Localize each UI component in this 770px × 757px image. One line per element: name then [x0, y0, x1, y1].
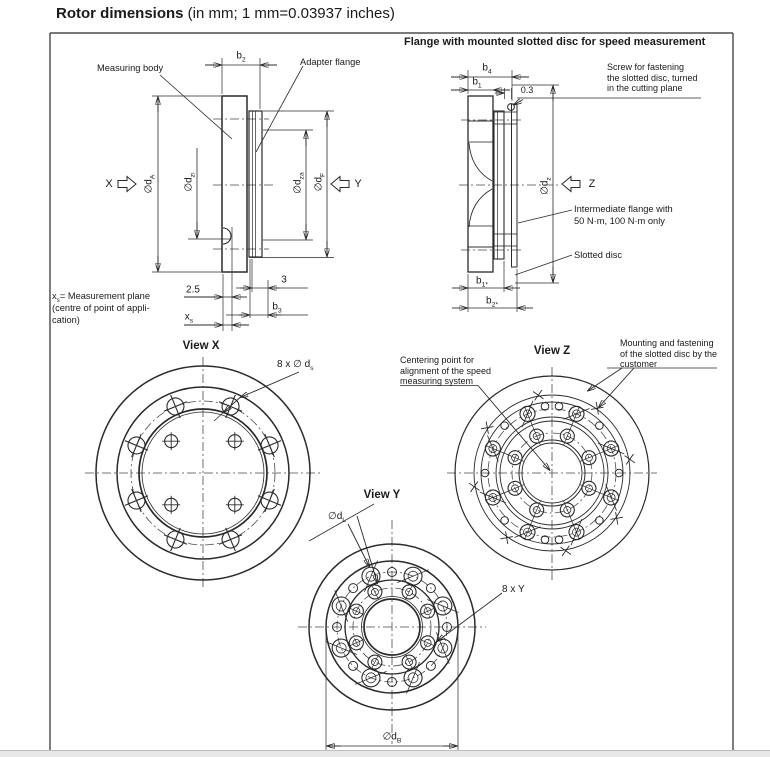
view-y-drawing	[298, 504, 502, 750]
dim-b2-label: $b_2$	[236, 50, 246, 64]
page-title-units: (in mm; 1 mm=0.03937 inches)	[183, 5, 395, 22]
measuring-body-label: Measuring body	[97, 63, 164, 73]
cross-section-drawing	[118, 58, 349, 331]
view-z-title: View Z	[533, 345, 571, 357]
view-y-direction-arrow-icon	[331, 177, 349, 192]
dim-b3-label: $b_3$	[272, 301, 282, 315]
view-x-letter: X	[105, 178, 113, 190]
dim-df-label: $\emptyset d_F$	[313, 172, 326, 192]
dim-3-label: 3	[281, 274, 287, 286]
intermediate-flange-note-line1: Intermediate flange with	[574, 204, 673, 214]
page-bottom-divider	[0, 750, 770, 757]
dim-db-label: $\emptyset d_B$	[382, 731, 402, 745]
view-y-title: View Y	[363, 488, 401, 501]
dim-dza-label: $\emptyset d_{za}$	[292, 172, 305, 194]
mounting-note-line1: Mounting and fastening	[620, 338, 714, 348]
centering-note-line1: Centering point for	[400, 355, 475, 365]
centering-note-line2: alignment of the speed	[400, 365, 492, 376]
dim-ds-label: 8 x ∅ $d_s$	[277, 359, 314, 372]
dim-xs-label: $x_s$	[184, 311, 194, 325]
dim-8xy-label: 8 x Y	[502, 584, 525, 595]
mounting-note-line3: customer	[620, 359, 658, 369]
view-x-direction-arrow-icon	[118, 177, 136, 192]
view-z-drawing	[400, 367, 717, 580]
dim-b1-star-label: $b_{1*}$	[476, 275, 488, 289]
dim-dzi-label: $\emptyset d_{zi}$	[183, 172, 197, 192]
view-x-title: View X	[182, 340, 220, 352]
slotted-disc-label: Slotted disc	[574, 250, 623, 260]
flange-section-heading: Flange with mounted slotted disc for speed measurement	[404, 36, 706, 48]
figure-frame	[50, 33, 733, 750]
dim-0-3-label: 0.3	[520, 85, 534, 95]
dim-b4-label: $b_4$	[482, 62, 492, 76]
view-x-drawing	[85, 357, 321, 589]
intermediate-flange-note-line2: 50 N·m, 100 N·m only	[574, 216, 665, 226]
screw-note-line3: in the cutting plane	[607, 83, 683, 93]
view-y-letter: Y	[354, 178, 362, 190]
measurement-plane-note-line3: cation)	[52, 315, 80, 325]
screw-note-line1: Screw for fastening	[607, 62, 685, 72]
view-z-direction-arrow-icon	[562, 177, 580, 192]
adapter-flange-label: Adapter flange	[300, 57, 361, 67]
view-z-letter: Z	[588, 178, 596, 190]
flange-drawing	[451, 70, 701, 312]
dim-b2-star-label: $b_{2*}$	[486, 295, 498, 309]
dim-b1-label: $b_1$	[472, 76, 482, 90]
dim-da-label: $\emptyset d_A$	[143, 174, 157, 194]
dim-dl-label: $\emptyset d_L$	[328, 511, 347, 524]
centering-note-line3: measuring system	[400, 376, 474, 386]
screw-note-line2: the slotted disc, turned	[607, 72, 698, 83]
measurement-plane-note-line2: (centre of point of appli-	[52, 303, 150, 313]
dim-dz-label: $\emptyset d_z$	[539, 177, 552, 195]
mounting-note-line2: of the slotted disc by the	[620, 348, 718, 359]
measurement-plane-note-line1: $x_s=$ Measurement plane	[52, 291, 150, 304]
page-title-bold: Rotor dimensions	[56, 5, 184, 22]
dim-2-5-label: 2.5	[186, 284, 200, 296]
